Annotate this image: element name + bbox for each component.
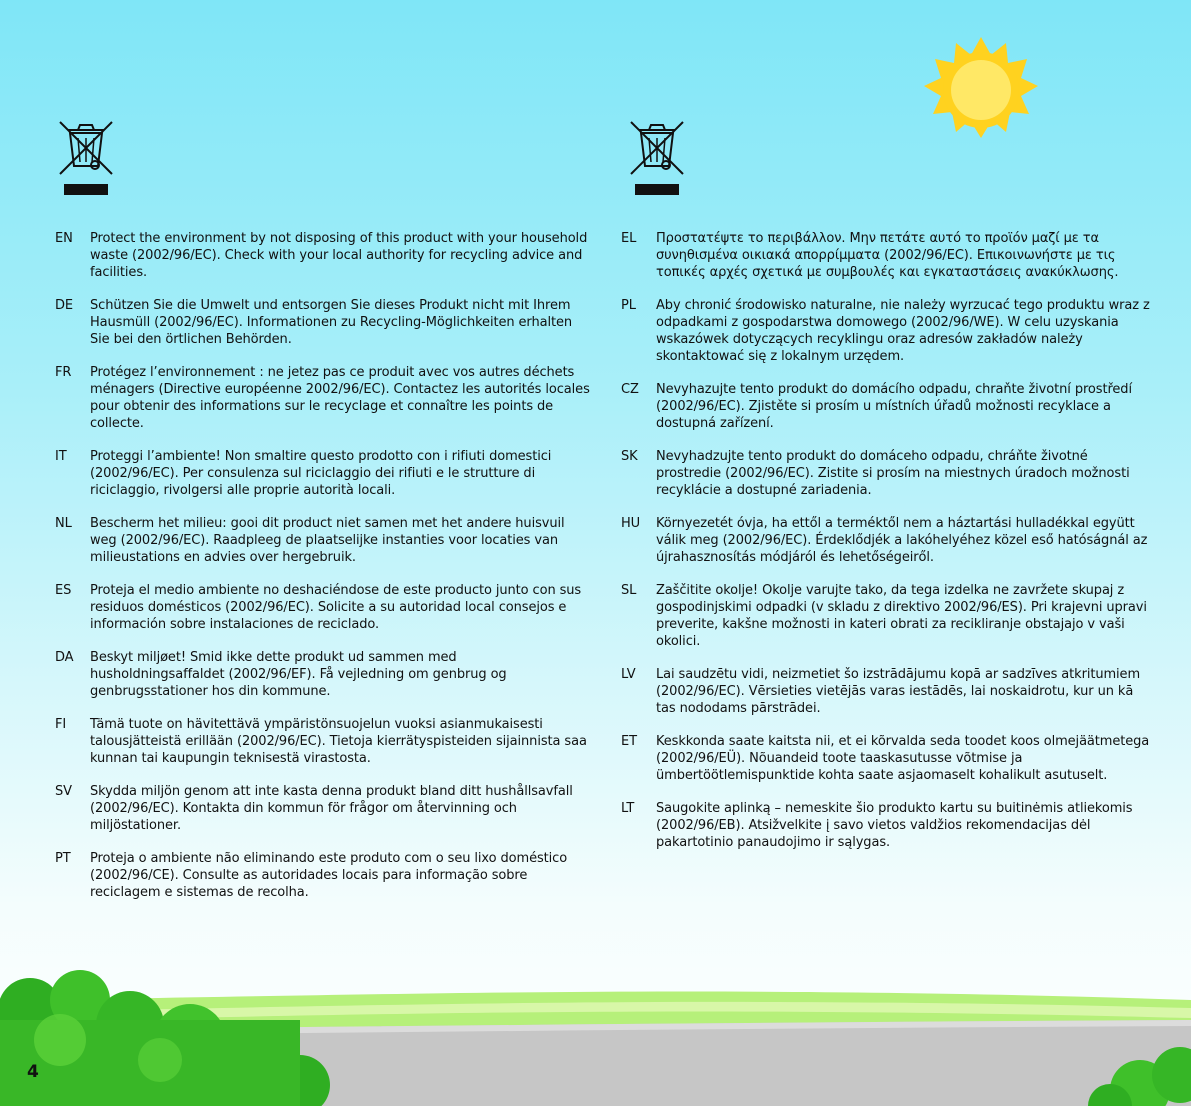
language-code: FR [55,365,72,380]
weee-crossed-bin-icon [627,120,687,198]
disposal-notice: Saugokite aplinką – nemeskite šio produkto kartu su buitinėmis atliekomis (2002/96/EB). Atsižvelkite į savo vietos valdžios rekomendacijas dėl pakartotinio panaudojimo ir sąlygas. [656,801,1133,850]
disposal-notice: Nevyhazujte tento produkt do domácího odpadu, chraňte životní prostředí (2002/96/EC). Zjistěte si prosím u místních úřadů možnosti recyklace a dostupná zařízení. [656,382,1132,431]
disposal-notice: Tämä tuote on hävitettävä ympäristönsuojelun vuoksi asianmukaisesti talousjätteistä erillään (2002/96/EC). Tietoja kierrätyspisteiden sijainnista saa kunnan tai kaupungin teknisestä virastosta. [90,717,587,766]
disposal-notice: Keskkonda saate kaitsta nii, et ei kõrvalda seda toodet koos olmejäätmetega (2002/96/EÜ). Nõuandeid toote taaskasutusse võtmise ja ümbertöötlemispunktide kohta saate asjaomaselt kohalikult asutuselt. [656,734,1150,783]
language-entry-sk [621,448,1156,499]
language-entry-de [55,297,595,348]
disposal-notice: Προστατέψτε το περιβάλλον. Μην πετάτε αυτό το προϊόν μαζί με τα συνηθισμένα οικιακά απορρίμματα (2002/96/EC). Επικοινωνήστε με τις τοπικές αρχές σχετικά με συμβουλές και εγκαταστάσεις ανακύκλωσης. [656,231,1119,280]
left-language-column [55,230,595,901]
language-code: EL [621,231,637,246]
language-entry-hu [621,515,1156,566]
language-entry-sv [55,783,595,834]
language-code: DE [55,298,74,313]
page-number: 4 [27,1062,39,1082]
language-entry-en [55,230,595,281]
language-entry-lt [621,800,1156,851]
disposal-notice: Zaščitite okolje! Okolje varujte tako, da tega izdelka ne zavržete skupaj z gospodinjskimi odpadki (v skladu z direktivo 2002/96/ES). Pri krajevni upravi preverite, kakšne možnosti in kateri obrati za recikliranje obstajajo v vaši okolici. [656,583,1147,649]
language-entry-et [621,733,1156,784]
language-code: SV [55,784,72,799]
language-entry-cz [621,381,1156,432]
language-entry-pt [55,850,595,901]
language-code: PT [55,851,71,866]
bush-left [0,970,330,1106]
language-code: SL [621,583,637,598]
language-code: CZ [621,382,639,397]
language-entry-sl [621,582,1156,650]
language-entry-fi [55,716,595,767]
disposal-notice: Lai saudzētu vidi, neizmetiet šo izstrādājumu kopā ar sadzīves atkritumiem (2002/96/EC). Vērsieties vietējās varas iestādēs, lai noskaidrotu, kur un kā tas nododams pārstrādei. [656,667,1141,716]
language-code: IT [55,449,67,464]
language-entry-fr [55,364,595,432]
disposal-notice: Protégez l’environnement : ne jetez pas ce produit avec vos autres déchets ménagers (Directive européenne 2002/96/EC). Contactez les autorités locales pour obtenir des informations sur le recyclage et connaître les points de collecte. [90,365,590,431]
disposal-notice: Proteja o ambiente não eliminando este produto com o seu lixo doméstico (2002/96/CE). Consulte as autoridades locais para informação sobre reciclagem e sistemas de recolha. [90,851,568,900]
right-language-column [621,230,1156,851]
language-code: ET [621,734,637,749]
weee-crossed-bin-icon [56,120,116,198]
language-code: HU [621,516,641,531]
language-entry-it [55,448,595,499]
disposal-notice: Bescherm het milieu: gooi dit product niet samen met het andere huisvuil weg (2002/96/EC). Raadpleeg de plaatselijke instanties voor locaties van milieustations en advies over hergebruik. [90,516,565,565]
language-code: DA [55,650,74,665]
language-entry-nl [55,515,595,566]
disposal-notice: Proteggi l’ambiente! Non smaltire questo prodotto con i rifiuti domestici (2002/96/EC). Per consulenza sul riciclaggio dei rifiuti e le strutture di riciclaggio, rivolgersi alle proprie autorità locali. [90,449,552,498]
language-code: LT [621,801,635,816]
disposal-notice: Aby chronić środowisko naturalne, nie należy wyrzucać tego produktu wraz z odpadkami z gospodarstwa domowego (2002/96/WE). W celu uzyskania wskazówek dotyczących recyklingu oraz adresów zakładów należy skontaktować się z lokalnym urzędem. [656,298,1150,364]
disposal-notice: Nevyhadzujte tento produkt do domáceho odpadu, chráňte životné prostredie (2002/96/EC). Zistite si prosím na miestnych úradoch možnosti recyklácie a dostupné zariadenia. [656,449,1130,498]
disposal-notice: Beskyt miljøet! Smid ikke dette produkt ud sammen med husholdningsaffaldet (2002/96/EF). Få vejledning om genbrug og genbrugsstationer hos din kommune. [90,650,507,699]
language-entry-lv [621,666,1156,717]
language-code: FI [55,717,67,732]
language-entry-es [55,582,595,633]
disposal-notice: Környezetét óvja, ha ettől a terméktől nem a háztartási hulladékkal együtt válik meg (2002/96/EC). Érdeklődjék a lakóhelyéhez közel eső hatóságnál az újrahasznosítás módjáról és lehetőségeiről. [656,516,1148,565]
language-entry-pl [621,297,1156,365]
disposal-notice: Proteja el medio ambiente no deshaciéndose de este producto junto con sus residuos domésticos (2002/96/EC). Solicite a su autoridad local consejos e información sobre instalaciones de reciclado. [90,583,582,632]
disposal-notice: Protect the environment by not disposing of this product with your household waste (2002/96/EC). Check with your local authority for recycling advice and facilities. [90,231,588,280]
language-entry-da [55,649,595,700]
language-code: ES [55,583,72,598]
language-code: SK [621,449,638,464]
language-code: PL [621,298,636,313]
sun-illustration [924,37,1038,138]
language-entry-el [621,230,1156,281]
disposal-notice: Skydda miljön genom att inte kasta denna produkt bland ditt hushållsavfall (2002/96/EC). Kontakta din kommun för frågor om återvinning och miljöstationer. [90,784,573,833]
language-code: NL [55,516,72,531]
disposal-notice: Schützen Sie die Umwelt und entsorgen Sie dieses Produkt nicht mit Ihrem Hausmüll (2002/96/EC). Informationen zu Recycling-Möglichkeiten erhalten Sie bei den örtlichen Behörden. [90,298,572,347]
language-code: LV [621,667,636,682]
language-code: EN [55,231,73,246]
